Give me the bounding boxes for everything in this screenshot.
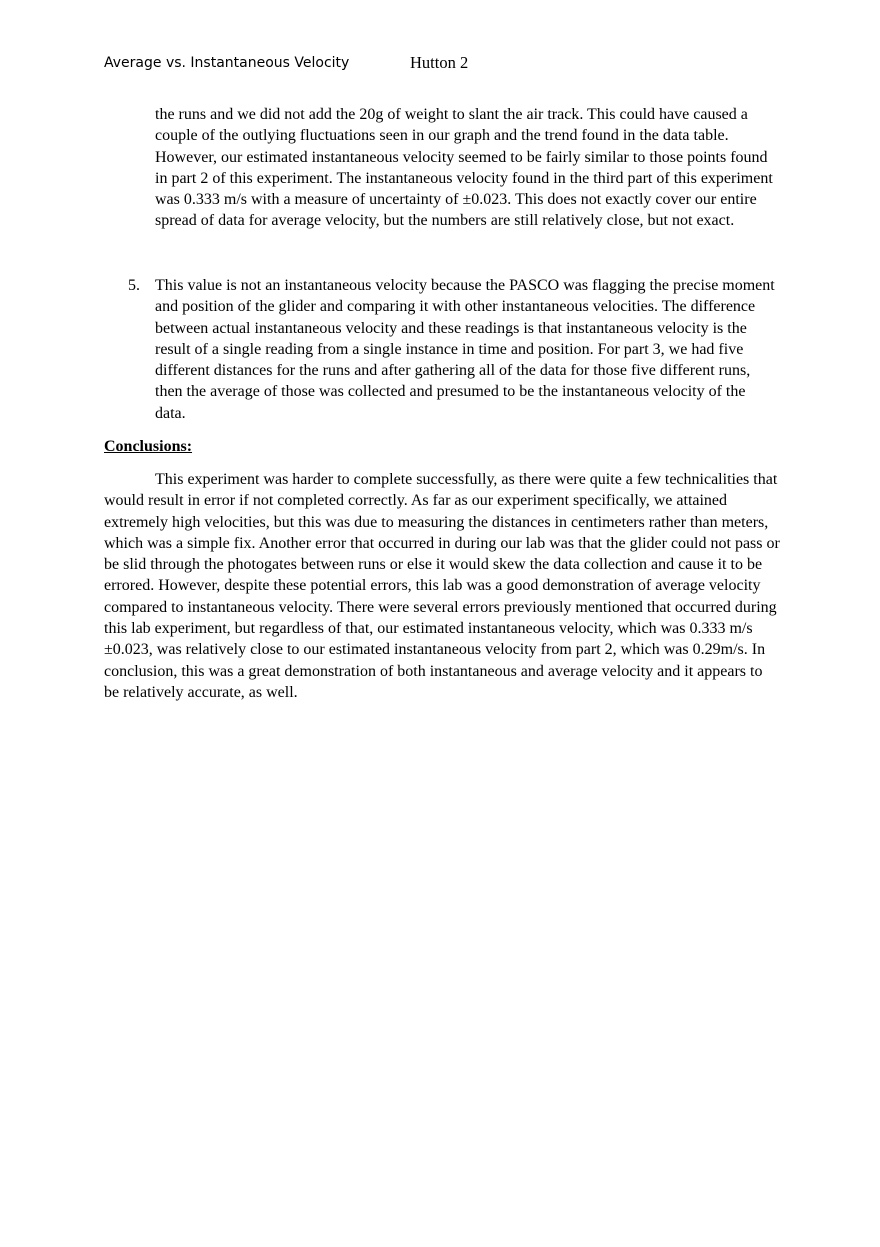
conclusions-heading: Conclusions: <box>104 438 193 455</box>
list-item-text: This value is not an instantaneous velocity because the PASCO was flagging the precise moment and position of the glider and comparing it with other instantaneous velocities. The difference between actual instantaneous velocity and these readings is that instantaneous velocity is the result of a single reading from a single instance in time and position. For part 3, we had five different distances for the runs and after gathering all of the data for those five different runs, then the average of those was collected and presumed to be the instantaneous velocity of the data. <box>155 277 775 422</box>
header-page-label: Hutton 2 <box>410 53 469 72</box>
header-title: Average vs. Instantaneous Velocity <box>104 55 350 71</box>
continued-paragraph: the runs and we did not add the 20g of weight to slant the air track. This could have caused a couple of the outlying fluctuations seen in our graph and the trend found in the data table. However, our estimated instantaneous velocity seemed to be fairly similar to those points found in part 2 of this experiment. The instantaneous velocity found in the third part of this experiment was 0.333 m/s with a measure of uncertainty of ±0.023. This does not exactly cover our entire spread of data for average velocity, but the numbers are still relatively close, but not exact. <box>155 106 773 230</box>
page-header <box>104 53 804 75</box>
list-item-number: 5. <box>128 277 140 294</box>
conclusions-paragraph: This experiment was harder to complete successfully, as there were quite a few technicalities that would result in error if not completed correctly. As far as our experiment specifically, we attained extremely high velocities, but this was due to measuring the distances in centimeters rather than meters, which was a simple fix. Another error that occurred in during our lab was that the glider could not pass or be slid through the photogates between runs or else it would skew the data collection and cause it to be errored. However, despite these potential errors, this lab was a good demonstration of average velocity compared to instantaneous velocity. There were several errors previously mentioned that occurred during this lab experiment, but regardless of that, our estimated instantaneous velocity, which was 0.333 m/s ±0.023, was relatively close to our estimated instantaneous velocity from part 2, which was 0.29m/s. In conclusion, this was a great demonstration of both instantaneous and average velocity and it appears to be relatively accurate, as well. <box>104 471 780 701</box>
